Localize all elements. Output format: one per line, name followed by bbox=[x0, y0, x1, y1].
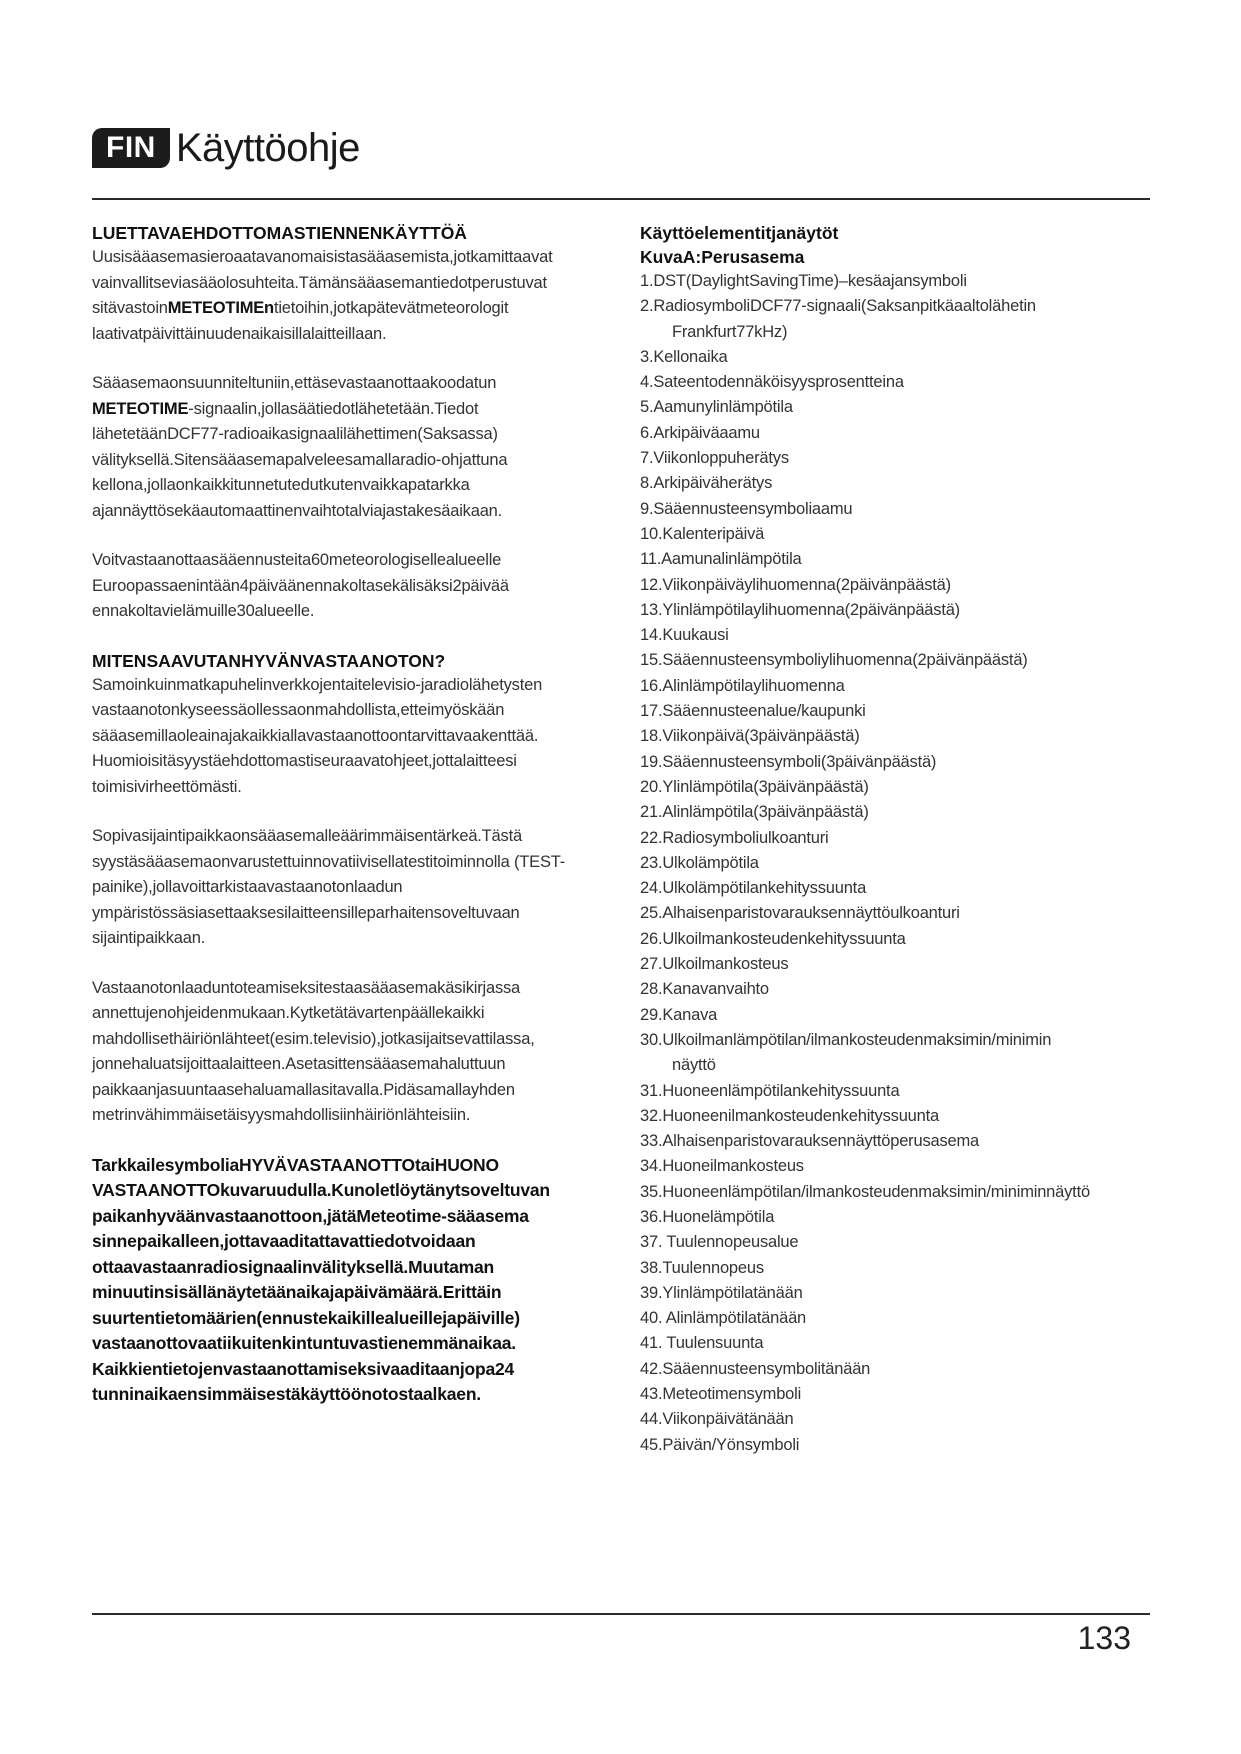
intro-paragraph: Uusisääasemasieroaatavanomaisistasääasemista,jotkamittaavat vainvallitseviasääolosuhteita.Tämänsääasemantiedotperustuvat sitävastoinMETEOTIMEntietoihin,jotkapätevätmeteorologit laativatpäivittäinuudenaikaisillalaitteillaan. bbox=[92, 248, 553, 343]
list-item: 28.Kanavanvaihto bbox=[640, 980, 769, 999]
reception-symbol-paragraph: TarkkailesymboliaHYVÄVASTAANOTTOtaiHUONO VASTAANOTTOkuvaruudulla.Kunoletlöytänytsoveltuvan paikanhyväänvastaanottoon,jätäMeteotime-sääasema sinnepaikalleen,jottavaaditattavattiedotvoidaan ottaavastaanradiosignaalinvälityksellä.Muutaman minuutinsisällänäytetäänaikajapäivämäärä.Erittäin suurtentietomäärien(ennustekaikillealueillejapäiville) vastaanottovaatiikuitenkintuntuvastienemmänaikaa. Kaikkientietojenvastaanottamiseksivaaditaanjopa24 tunninaikaensimmäisestäkäyttöönotostaalkaen. bbox=[92, 1154, 550, 1404]
list-item: 19.Sääennusteensymboli(3päivänpäästä) bbox=[640, 752, 937, 771]
list-item: 2.RadiosymboliDCF77-signaali(Saksanpitkäaaltolähetin Frankfurt77kHz) bbox=[640, 297, 1036, 341]
list-item: 29.Kanava bbox=[640, 1005, 718, 1024]
list-item: 4.Sateentodennäköisyysprosentteina bbox=[640, 373, 904, 392]
list-item: 16.Alinlämpötilaylihuomenna bbox=[640, 676, 845, 695]
list-item: 6.Arkipäiväaamu bbox=[640, 423, 760, 442]
left-column bbox=[92, 221, 582, 1408]
list-item: 11.Aamunalinlämpötila bbox=[640, 550, 802, 569]
list-item: 12.Viikonpäiväylihuomenna(2päivänpäästä) bbox=[640, 575, 951, 594]
list-item: 5.Aamunylinlämpötila bbox=[640, 398, 793, 417]
list-item: 44.Viikonpäivätänään bbox=[640, 1410, 794, 1429]
list-item: 43.Meteotimensymboli bbox=[640, 1385, 802, 1404]
forecast-paragraph: Voitvastaanottaasääennusteita60meteorologisellealueelle Euroopassaenintään4päiväänennakoltasekälisäksi2päivää ennakoltavielämuille30alueelle. bbox=[92, 551, 509, 620]
top-divider bbox=[92, 198, 1150, 200]
list-item: 7.Viikonloppuherätys bbox=[640, 449, 789, 468]
list-item: 8.Arkipäiväherätys bbox=[640, 474, 773, 493]
list-item: 33.Alhaisenparistovarauksennäyttöperusasema bbox=[640, 1132, 980, 1151]
list-item: 25.Alhaisenparistovarauksennäyttöulkoanturi bbox=[640, 904, 960, 923]
page-header bbox=[92, 118, 360, 178]
list-item: 31.Huoneenlämpötilankehityssuunta bbox=[640, 1081, 900, 1100]
list-item: 40. Alinlämpötilatänään bbox=[640, 1309, 807, 1328]
signal-paragraph: Sääasemaonsuunniteltuniin,ettäsevastaanottaakoodatun METEOTIME-signaalin,jollasäätiedotlähetetään.Tiedot lähetetäänDCF77-radioaikasignaalilähettimen(Saksassa) välityksellä.Sitensääasemapalveleesamallaradio-ohjattuna kellona,jollaonkaikkitunnetutedutkutenvaikkapatarkka ajannäyttösekäautomaattinenvaihtotalviajastakesäaikaan. bbox=[92, 374, 508, 520]
right-column bbox=[640, 221, 1160, 1458]
list-item: 39.Ylinlämpötilatänään bbox=[640, 1283, 803, 1302]
list-item: 42.Sääennusteensymbolitänään bbox=[640, 1359, 871, 1378]
list-item: 35.Huoneenlämpötilan/ilmankosteudenmaksimin/miniminnäyttö bbox=[640, 1182, 1090, 1201]
heading-read-before-use: LUETTAVAEHDOTTOMASTIENNENKÄYTTÖÄ bbox=[92, 223, 467, 243]
list-item: 26.Ulkoilmankosteudenkehityssuunta bbox=[640, 929, 906, 948]
location-paragraph: Sopivasijaintipaikkaonsääasemalleäärimmäisentärkeä.Tästä syystäsääasemaonvarustettuinnovatiivisellatestitoiminnolla (TEST-painike),jollavoittarkistaavastaanotonlaadun ympäristössäsiasettaaksesilaitteensilleparhaitensoveltuvaan sijaintipaikkaan. bbox=[92, 827, 566, 947]
list-item: 38.Tuulennopeus bbox=[640, 1258, 764, 1277]
list-item: 23.Ulkolämpötila bbox=[640, 853, 759, 872]
testing-paragraph: Vastaanotonlaaduntoteamiseksitestaasääasemakäsikirjassa annettujenohjeidenmukaan.Kytketätävartenpäällekaikki mahdollisethäiriönlähteet(esim.televisio),jotkasijaitsevattilassa, jonnehaluatsijoittaalaitteen.Asetasittensääasemahaluttuun paikkaanjasuuntaasehaluamallasitavalla.Pidäsamallayhden metrinvähimmäisetäisyysmahdollisiinhäiriönlähteisiin. bbox=[92, 978, 535, 1124]
list-item: 21.Alinlämpötila(3päivänpäästä) bbox=[640, 803, 869, 822]
list-item: 10.Kalenteripäivä bbox=[640, 524, 765, 543]
list-item: 27.Ulkoilmankosteus bbox=[640, 955, 789, 974]
list-item: 41. Tuulensuunta bbox=[640, 1334, 764, 1353]
list-item: 30.Ulkoilmanlämpötilan/ilmankosteudenmaksimin/minimin näyttö bbox=[640, 1030, 1052, 1075]
list-item: 24.Ulkolämpötilankehityssuunta bbox=[640, 879, 867, 898]
list-item: 37. Tuulennopeusalue bbox=[640, 1233, 799, 1252]
heading-controls-and-displays: Käyttöelementitjanäytöt bbox=[640, 223, 839, 243]
heading-good-reception: MITENSAAVUTANHYVÄNVASTAANOTON? bbox=[92, 650, 446, 671]
list-item: 3.Kellonaika bbox=[640, 347, 728, 366]
list-item: 18.Viikonpäivä(3päivänpäästä) bbox=[640, 727, 860, 746]
bottom-divider bbox=[92, 1613, 1150, 1615]
subheading-figure-a: KuvaA:Perusasema bbox=[640, 247, 805, 267]
list-item: 15.Sääennusteensymboliylihuomenna(2päivänpäästä) bbox=[640, 651, 1028, 670]
list-item: 9.Sääennusteensymboliaamu bbox=[640, 499, 853, 518]
list-item: 22.Radiosymboliulkoanturi bbox=[640, 828, 829, 847]
list-item: 17.Sääennusteenalue/kaupunki bbox=[640, 702, 866, 721]
language-badge: FIN bbox=[92, 128, 170, 168]
list-item: 14.Kuukausi bbox=[640, 626, 729, 645]
page-number: 133 bbox=[1077, 1620, 1131, 1656]
list-item: 34.Huoneilmankosteus bbox=[640, 1157, 804, 1176]
reception-paragraph: Samoinkuinmatkapuhelinverkkojentaitelevisio-jaradiolähetysten vastaanotonkyseessäollessaonmahdollista,etteimyöskään sääasemillaoleainajakaikkiallavastaanottoontarvittavaakenttää. Huomioisitäsyystäehdottomastiseuraavatohjeet,jottalaitteesi toimisivirheettömästi. bbox=[92, 675, 543, 796]
list-item: 45.Päivän/Yönsymboli bbox=[640, 1435, 800, 1454]
list-item: 1.DST(DaylightSavingTime)–kesäajansymboli bbox=[640, 272, 967, 290]
page-title: Käyttöohje bbox=[175, 125, 360, 170]
list-item: 32.Huoneenilmankosteudenkehityssuunta bbox=[640, 1106, 939, 1125]
list-item: 20.Ylinlämpötila(3päivänpäästä) bbox=[640, 777, 869, 796]
list-item: 36.Huonelämpötila bbox=[640, 1207, 775, 1226]
list-item: 13.Ylinlämpötilaylihuomenna(2päivänpäästä) bbox=[640, 600, 960, 619]
element-list bbox=[640, 269, 1160, 1458]
